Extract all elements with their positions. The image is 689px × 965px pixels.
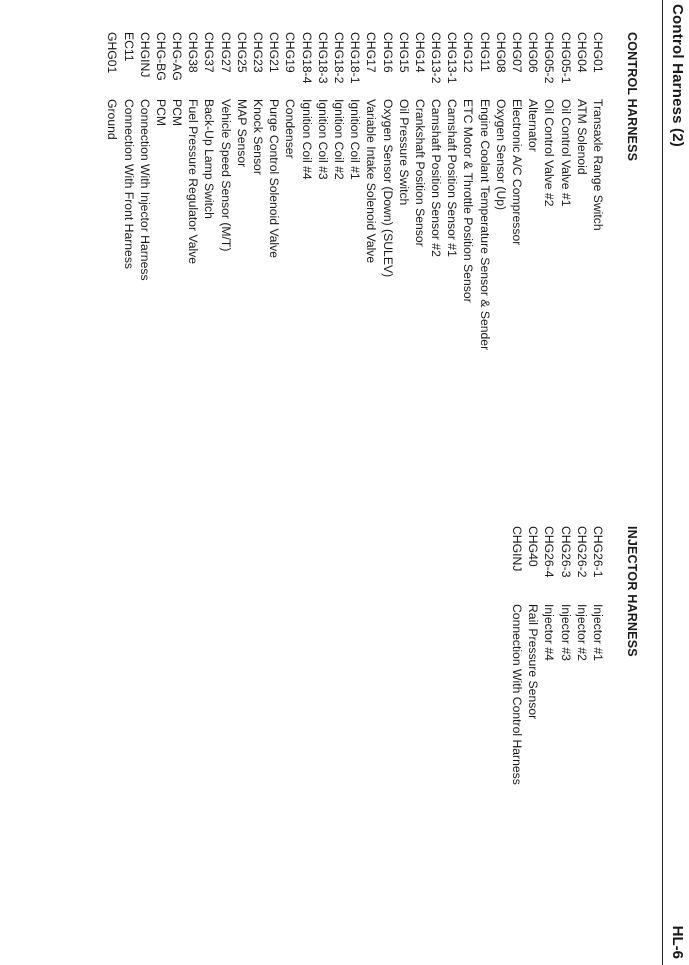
- connector-description: PCM: [170, 99, 185, 127]
- connector-code: CHG27: [218, 32, 233, 73]
- table-row: [509, 526, 525, 785]
- connector-code: CHG25: [234, 32, 249, 73]
- connector-code: CHG26-4: [542, 526, 557, 578]
- connector-description: Connection With Front Harness: [121, 99, 136, 270]
- connector-code: CHG17: [364, 32, 379, 73]
- connector-code: CHG18-1: [348, 32, 363, 84]
- connector-description: ATM Solenoid: [574, 99, 589, 175]
- table-row: [282, 32, 298, 159]
- connector-description: Ground: [105, 99, 120, 140]
- connector-description: Purge Control Solenoid Valve: [267, 99, 282, 258]
- table-row: [185, 32, 201, 265]
- connector-code: CHG26-3: [558, 526, 573, 578]
- connector-description: Ignition Coil #1: [348, 99, 363, 180]
- connector-description: Ignition Coil #4: [299, 99, 314, 180]
- connector-description: Injector #3: [558, 604, 573, 661]
- connector-description: Connection With Control Harness: [510, 604, 525, 785]
- connector-code: CHG38: [186, 32, 201, 73]
- connector-code: CHG05-1: [558, 32, 573, 84]
- connector-code: CHG18-2: [332, 32, 346, 84]
- connector-code: CHG26-1: [591, 526, 605, 578]
- connector-description: Oxygen Sensor (Down) (SULEV): [380, 99, 395, 278]
- connector-description: Vehicle Speed Sensor (M/T): [218, 99, 233, 252]
- connector-code: CHGINJ: [510, 526, 525, 572]
- connector-description: Oil Control Valve #2: [542, 99, 557, 207]
- connector-description: Oil Pressure Switch: [396, 99, 411, 206]
- injector-harness-heading: INJECTOR HARNESS: [625, 526, 639, 657]
- connector-code: CHG40: [526, 526, 541, 567]
- table-row: [590, 32, 606, 231]
- table-row: [460, 32, 476, 303]
- connector-description: Variable Intake Solenoid Valve: [364, 99, 379, 264]
- table-row: [266, 32, 282, 258]
- table-row: [331, 32, 347, 180]
- control-harness-table: [104, 32, 606, 351]
- control-harness-heading: CONTROL HARNESS: [625, 32, 639, 162]
- connector-description: Injector #2: [574, 604, 589, 661]
- connector-description: ETC Motor & Throttle Position Sensor: [461, 99, 476, 303]
- table-row: [525, 526, 541, 720]
- connector-description: Injector #4: [542, 604, 557, 661]
- connector-code: CHG11: [477, 32, 492, 72]
- table-row: [315, 32, 331, 180]
- connector-description: Engine Coolant Temperature Sensor & Sender: [477, 99, 492, 351]
- connector-description: Back-Up Lamp Switch: [202, 99, 217, 219]
- page-title: Control Harness (2): [669, 4, 686, 147]
- table-row: [396, 32, 412, 206]
- table-row: [412, 32, 428, 247]
- connector-description: Transaxle Range Switch: [591, 99, 605, 231]
- table-row: [379, 32, 395, 278]
- table-row: [493, 32, 509, 211]
- table-row: [509, 32, 525, 246]
- table-row: [104, 32, 120, 140]
- connector-code: CHG16: [380, 32, 395, 73]
- table-row: [525, 32, 541, 152]
- injector-harness-table: [509, 526, 606, 785]
- connector-description: PCM: [153, 99, 168, 127]
- connector-description: Crankshaft Position Sensor: [412, 99, 427, 247]
- connector-code: CHG04: [574, 32, 589, 73]
- table-row: [137, 32, 153, 281]
- table-row: [557, 526, 573, 661]
- connector-code: CHG01: [591, 32, 605, 73]
- connector-description: Injector #1: [591, 604, 605, 661]
- connector-description: Camshaft Position Sensor #1: [445, 99, 460, 257]
- connector-code: CHG14: [412, 32, 427, 73]
- table-row: [574, 32, 590, 175]
- connector-code: CHG-BG: [153, 32, 168, 81]
- connector-code: CHG18-4: [299, 32, 314, 84]
- table-row: [298, 32, 314, 180]
- connector-code: GHG01: [105, 32, 120, 74]
- connector-description: Rail Pressure Sensor: [526, 604, 541, 720]
- table-row: [557, 32, 573, 207]
- connector-code: CHG08: [493, 32, 508, 73]
- table-row: [590, 526, 606, 661]
- page-number: HL-6: [669, 925, 686, 959]
- table-row: [541, 526, 557, 661]
- table-row: [574, 526, 590, 661]
- table-row: [347, 32, 363, 180]
- table-row: [120, 32, 136, 270]
- connector-code: CHG-AG: [170, 32, 185, 81]
- table-row: [250, 32, 266, 175]
- connector-code: CHG13-2: [429, 32, 444, 84]
- connector-description: Connection With Injector Harness: [137, 99, 152, 281]
- connector-code: CHG05-2: [542, 32, 557, 84]
- table-row: [234, 32, 250, 168]
- connector-description: Condenser: [283, 99, 298, 159]
- connector-code: CHG37: [202, 32, 217, 73]
- connector-code: CHGINJ: [137, 32, 152, 78]
- connector-code: CHG13-1: [445, 32, 460, 84]
- table-row: [363, 32, 379, 264]
- connector-description: Ignition Coil #3: [315, 99, 330, 180]
- connector-code: CHG07: [510, 32, 525, 73]
- connector-description: Camshaft Position Sensor #2: [429, 99, 444, 257]
- connector-code: CHG12: [461, 32, 476, 73]
- table-row: [218, 32, 234, 252]
- table-row: [477, 32, 493, 351]
- connector-code: CHG06: [526, 32, 541, 73]
- connector-description: Fuel Pressure Regulator Valve: [186, 99, 201, 265]
- connector-description: Knock Sensor: [251, 99, 266, 175]
- connector-description: Oxygen Sensor (Up): [493, 99, 508, 211]
- connector-code: CHG18-3: [315, 32, 330, 84]
- connector-description: Ignition Coil #2: [332, 99, 346, 180]
- table-row: [428, 32, 444, 257]
- connector-code: CHG23: [251, 32, 266, 73]
- connector-description: MAP Sensor: [234, 99, 249, 168]
- connector-description: Alternator: [526, 99, 541, 152]
- connector-description: Electronic A/C Compressor: [510, 99, 525, 246]
- table-row: [169, 32, 185, 127]
- header-divider: [662, 0, 663, 965]
- connector-code: CHG26-2: [574, 526, 589, 578]
- connector-code: CHG19: [283, 32, 298, 73]
- connector-code: EC11: [121, 32, 136, 62]
- table-row: [201, 32, 217, 219]
- connector-description: Oil Control Valve #1: [558, 99, 573, 207]
- connector-code: CHG15: [396, 32, 411, 73]
- table-row: [444, 32, 460, 257]
- table-row: [541, 32, 557, 207]
- table-row: [153, 32, 169, 127]
- connector-code: CHG21: [267, 32, 282, 73]
